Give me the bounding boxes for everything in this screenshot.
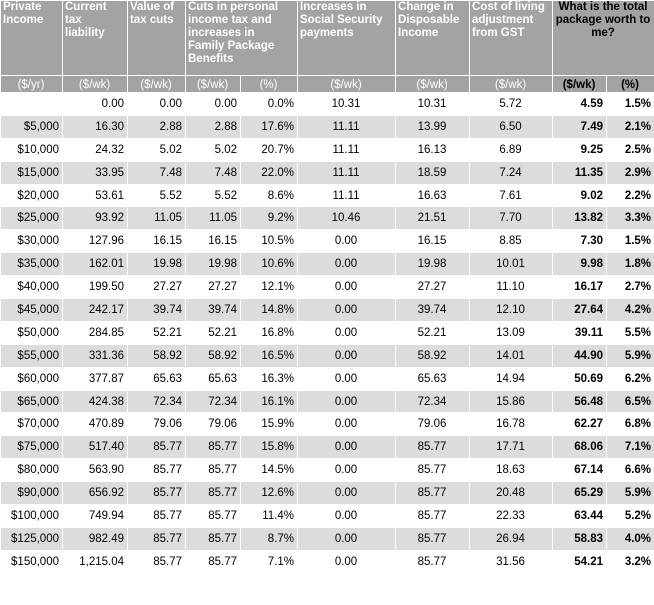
cell-cuts-wk: 11.05 bbox=[186, 207, 241, 230]
cell-total-wk: 16.17 bbox=[553, 276, 607, 299]
cell-total-pct: 4.0% bbox=[607, 527, 654, 550]
cell-value-tax-cuts: 65.63 bbox=[128, 367, 186, 390]
cell-cuts-wk: 85.77 bbox=[186, 482, 241, 505]
cell-value-tax-cuts: 58.92 bbox=[128, 344, 186, 367]
cell-cuts-pct: 8.6% bbox=[241, 184, 298, 207]
cell-value-tax-cuts: 2.88 bbox=[128, 115, 186, 138]
cell-cuts-pct: 10.6% bbox=[241, 253, 298, 276]
cell-cost-living: 8.85 bbox=[470, 230, 553, 253]
cell-change-disposable: 65.63 bbox=[396, 367, 470, 390]
cell-total-pct: 7.1% bbox=[607, 436, 654, 459]
cell-increases-ss: 0.00 bbox=[298, 321, 396, 344]
cell-value-tax-cuts: 39.74 bbox=[128, 299, 186, 322]
cell-private-income: $80,000 bbox=[1, 459, 63, 482]
cell-cost-living: 7.24 bbox=[470, 161, 553, 184]
cell-current-tax: 749.94 bbox=[63, 505, 128, 528]
cell-increases-ss: 0.00 bbox=[298, 413, 396, 436]
table-row bbox=[1, 184, 654, 207]
table-row bbox=[1, 93, 654, 116]
cell-cost-living: 12.10 bbox=[470, 299, 553, 322]
table-row bbox=[1, 161, 654, 184]
header-increases-ss: Increases in Social Security payments bbox=[298, 1, 396, 76]
cell-increases-ss: 0.00 bbox=[298, 527, 396, 550]
cell-cuts-wk: 52.21 bbox=[186, 321, 241, 344]
cell-increases-ss: 0.00 bbox=[298, 367, 396, 390]
cell-value-tax-cuts: 11.05 bbox=[128, 207, 186, 230]
cell-cost-living: 22.33 bbox=[470, 505, 553, 528]
cell-current-tax: 331.36 bbox=[63, 344, 128, 367]
cell-total-wk: 9.98 bbox=[553, 253, 607, 276]
cell-cost-living: 7.70 bbox=[470, 207, 553, 230]
cell-total-wk: 58.83 bbox=[553, 527, 607, 550]
cell-cuts-wk: 5.02 bbox=[186, 138, 241, 161]
cell-current-tax: 563.90 bbox=[63, 459, 128, 482]
unit-value-tax-cuts: ($/wk) bbox=[128, 76, 186, 93]
cell-private-income: $70,000 bbox=[1, 413, 63, 436]
cell-total-wk: 50.69 bbox=[553, 367, 607, 390]
cell-cost-living: 20.48 bbox=[470, 482, 553, 505]
cell-cuts-pct: 17.6% bbox=[241, 115, 298, 138]
cell-current-tax: 284.85 bbox=[63, 321, 128, 344]
cell-cuts-wk: 0.00 bbox=[186, 93, 241, 116]
cell-cost-living: 11.10 bbox=[470, 276, 553, 299]
cell-increases-ss: 0.00 bbox=[298, 299, 396, 322]
cell-cuts-wk: 85.77 bbox=[186, 527, 241, 550]
cell-increases-ss: 11.11 bbox=[298, 115, 396, 138]
table-row bbox=[1, 207, 654, 230]
cell-value-tax-cuts: 72.34 bbox=[128, 390, 186, 413]
cell-total-pct: 6.6% bbox=[607, 459, 654, 482]
cell-value-tax-cuts: 16.15 bbox=[128, 230, 186, 253]
cell-cuts-pct: 16.8% bbox=[241, 321, 298, 344]
cell-current-tax: 24.32 bbox=[63, 138, 128, 161]
cell-increases-ss: 0.00 bbox=[298, 230, 396, 253]
cell-private-income: $25,000 bbox=[1, 207, 63, 230]
cell-value-tax-cuts: 85.77 bbox=[128, 459, 186, 482]
unit-private-income: ($/yr) bbox=[1, 76, 63, 93]
cell-private-income: $15,000 bbox=[1, 161, 63, 184]
cell-change-disposable: 58.92 bbox=[396, 344, 470, 367]
cell-total-pct: 5.9% bbox=[607, 482, 654, 505]
cell-value-tax-cuts: 79.06 bbox=[128, 413, 186, 436]
cell-private-income: $75,000 bbox=[1, 436, 63, 459]
cell-cuts-pct: 14.5% bbox=[241, 459, 298, 482]
cell-cost-living: 14.01 bbox=[470, 344, 553, 367]
cell-cuts-wk: 85.77 bbox=[186, 459, 241, 482]
cell-cuts-pct: 12.6% bbox=[241, 482, 298, 505]
cell-increases-ss: 11.11 bbox=[298, 161, 396, 184]
cell-total-wk: 54.21 bbox=[553, 550, 607, 573]
table-row bbox=[1, 413, 654, 436]
unit-cuts-wk: ($/wk) bbox=[186, 76, 241, 93]
cell-current-tax: 0.00 bbox=[63, 93, 128, 116]
cell-total-wk: 9.02 bbox=[553, 184, 607, 207]
cell-total-pct: 6.2% bbox=[607, 367, 654, 390]
cell-cuts-wk: 85.77 bbox=[186, 550, 241, 573]
cell-cost-living: 17.71 bbox=[470, 436, 553, 459]
cell-change-disposable: 79.06 bbox=[396, 413, 470, 436]
cell-change-disposable: 39.74 bbox=[396, 299, 470, 322]
cell-increases-ss: 0.00 bbox=[298, 390, 396, 413]
cell-cuts-wk: 16.15 bbox=[186, 230, 241, 253]
cell-current-tax: 199.50 bbox=[63, 276, 128, 299]
table-row bbox=[1, 367, 654, 390]
cell-value-tax-cuts: 85.77 bbox=[128, 482, 186, 505]
cell-cost-living: 26.94 bbox=[470, 527, 553, 550]
cell-total-pct: 5.2% bbox=[607, 505, 654, 528]
unit-total-wk: ($/wk) bbox=[553, 76, 607, 93]
unit-cost-living: ($/wk) bbox=[470, 76, 553, 93]
cell-cuts-pct: 11.4% bbox=[241, 505, 298, 528]
cell-cost-living: 14.94 bbox=[470, 367, 553, 390]
cell-cuts-pct: 22.0% bbox=[241, 161, 298, 184]
cell-cuts-wk: 27.27 bbox=[186, 276, 241, 299]
cell-change-disposable: 85.77 bbox=[396, 459, 470, 482]
header-cost-living: Cost of living adjustment from GST bbox=[470, 1, 553, 76]
cell-change-disposable: 85.77 bbox=[396, 436, 470, 459]
cell-value-tax-cuts: 85.77 bbox=[128, 550, 186, 573]
cell-value-tax-cuts: 19.98 bbox=[128, 253, 186, 276]
cell-change-disposable: 13.99 bbox=[396, 115, 470, 138]
cell-current-tax: 16.30 bbox=[63, 115, 128, 138]
header-current-tax: Current tax liability bbox=[63, 1, 128, 76]
table-body bbox=[1, 93, 654, 574]
cell-total-pct: 4.2% bbox=[607, 299, 654, 322]
cell-total-wk: 39.11 bbox=[553, 321, 607, 344]
table-row bbox=[1, 276, 654, 299]
cell-increases-ss: 11.11 bbox=[298, 138, 396, 161]
cell-private-income: $10,000 bbox=[1, 138, 63, 161]
cell-cost-living: 6.89 bbox=[470, 138, 553, 161]
cell-total-pct: 1.5% bbox=[607, 93, 654, 116]
cell-cuts-wk: 85.77 bbox=[186, 505, 241, 528]
cell-value-tax-cuts: 27.27 bbox=[128, 276, 186, 299]
cell-private-income: $90,000 bbox=[1, 482, 63, 505]
table-row bbox=[1, 138, 654, 161]
cell-current-tax: 127.96 bbox=[63, 230, 128, 253]
table-row bbox=[1, 115, 654, 138]
header-change-disposable: Change in Disposable Income bbox=[396, 1, 470, 76]
cell-current-tax: 1,215.04 bbox=[63, 550, 128, 573]
unit-increases-ss: ($/wk) bbox=[298, 76, 396, 93]
cell-total-wk: 65.29 bbox=[553, 482, 607, 505]
cell-private-income: $100,000 bbox=[1, 505, 63, 528]
header-cuts-personal: Cuts in personal income tax and increases in Family Package Benefits bbox=[186, 1, 298, 76]
cell-total-pct: 1.8% bbox=[607, 253, 654, 276]
cell-value-tax-cuts: 85.77 bbox=[128, 527, 186, 550]
cell-cost-living: 6.50 bbox=[470, 115, 553, 138]
cell-current-tax: 162.01 bbox=[63, 253, 128, 276]
header-total-package: What is the total package worth to me? bbox=[553, 1, 654, 76]
cell-change-disposable: 10.31 bbox=[396, 93, 470, 116]
cell-change-disposable: 85.77 bbox=[396, 527, 470, 550]
cell-cuts-wk: 39.74 bbox=[186, 299, 241, 322]
cell-total-wk: 11.35 bbox=[553, 161, 607, 184]
cell-change-disposable: 85.77 bbox=[396, 482, 470, 505]
table-row bbox=[1, 321, 654, 344]
cell-change-disposable: 16.15 bbox=[396, 230, 470, 253]
cell-private-income bbox=[1, 93, 63, 116]
cell-cuts-pct: 8.7% bbox=[241, 527, 298, 550]
cell-cuts-wk: 19.98 bbox=[186, 253, 241, 276]
header-value-tax-cuts: Value of tax cuts bbox=[128, 1, 186, 76]
cell-change-disposable: 18.59 bbox=[396, 161, 470, 184]
table-row bbox=[1, 550, 654, 573]
cell-total-pct: 6.8% bbox=[607, 413, 654, 436]
cell-cost-living: 31.56 bbox=[470, 550, 553, 573]
cell-total-wk: 7.30 bbox=[553, 230, 607, 253]
cell-cuts-pct: 14.8% bbox=[241, 299, 298, 322]
cell-increases-ss: 0.00 bbox=[298, 436, 396, 459]
cell-cuts-wk: 7.48 bbox=[186, 161, 241, 184]
cell-cuts-pct: 16.1% bbox=[241, 390, 298, 413]
table-row bbox=[1, 482, 654, 505]
cell-increases-ss: 11.11 bbox=[298, 184, 396, 207]
cell-cost-living: 15.86 bbox=[470, 390, 553, 413]
cell-current-tax: 470.89 bbox=[63, 413, 128, 436]
cell-value-tax-cuts: 5.52 bbox=[128, 184, 186, 207]
cell-total-wk: 7.49 bbox=[553, 115, 607, 138]
cell-private-income: $125,000 bbox=[1, 527, 63, 550]
cell-cost-living: 10.01 bbox=[470, 253, 553, 276]
cell-cuts-wk: 2.88 bbox=[186, 115, 241, 138]
cell-total-pct: 2.5% bbox=[607, 138, 654, 161]
cell-increases-ss: 0.00 bbox=[298, 505, 396, 528]
cell-value-tax-cuts: 85.77 bbox=[128, 505, 186, 528]
cell-change-disposable: 27.27 bbox=[396, 276, 470, 299]
cell-private-income: $40,000 bbox=[1, 276, 63, 299]
cell-cost-living: 16.78 bbox=[470, 413, 553, 436]
cell-change-disposable: 16.63 bbox=[396, 184, 470, 207]
cell-private-income: $30,000 bbox=[1, 230, 63, 253]
cell-current-tax: 33.95 bbox=[63, 161, 128, 184]
cell-private-income: $20,000 bbox=[1, 184, 63, 207]
cell-total-pct: 2.2% bbox=[607, 184, 654, 207]
cell-private-income: $5,000 bbox=[1, 115, 63, 138]
cell-cost-living: 5.72 bbox=[470, 93, 553, 116]
cell-increases-ss: 0.00 bbox=[298, 253, 396, 276]
cell-current-tax: 377.87 bbox=[63, 367, 128, 390]
cell-private-income: $65,000 bbox=[1, 390, 63, 413]
cell-cuts-wk: 79.06 bbox=[186, 413, 241, 436]
cell-private-income: $60,000 bbox=[1, 367, 63, 390]
cell-value-tax-cuts: 5.02 bbox=[128, 138, 186, 161]
cell-total-wk: 27.64 bbox=[553, 299, 607, 322]
table-row bbox=[1, 527, 654, 550]
cell-change-disposable: 19.98 bbox=[396, 253, 470, 276]
cell-cuts-wk: 5.52 bbox=[186, 184, 241, 207]
cell-change-disposable: 85.77 bbox=[396, 505, 470, 528]
table-row bbox=[1, 253, 654, 276]
cell-cost-living: 18.63 bbox=[470, 459, 553, 482]
cell-cuts-pct: 7.1% bbox=[241, 550, 298, 573]
cell-total-wk: 13.82 bbox=[553, 207, 607, 230]
table-row bbox=[1, 299, 654, 322]
unit-current-tax: ($/wk) bbox=[63, 76, 128, 93]
table-row bbox=[1, 436, 654, 459]
cell-total-pct: 3.3% bbox=[607, 207, 654, 230]
header-private-income: Private Income bbox=[1, 1, 63, 76]
cell-cuts-pct: 20.7% bbox=[241, 138, 298, 161]
cell-increases-ss: 0.00 bbox=[298, 459, 396, 482]
cell-cuts-pct: 15.8% bbox=[241, 436, 298, 459]
cell-total-wk: 62.27 bbox=[553, 413, 607, 436]
cell-total-wk: 44.90 bbox=[553, 344, 607, 367]
cell-cuts-pct: 0.0% bbox=[241, 93, 298, 116]
cell-cuts-wk: 58.92 bbox=[186, 344, 241, 367]
cell-total-pct: 5.5% bbox=[607, 321, 654, 344]
cell-change-disposable: 21.51 bbox=[396, 207, 470, 230]
cell-cost-living: 7.61 bbox=[470, 184, 553, 207]
cell-increases-ss: 0.00 bbox=[298, 276, 396, 299]
cell-cuts-wk: 85.77 bbox=[186, 436, 241, 459]
cell-value-tax-cuts: 0.00 bbox=[128, 93, 186, 116]
cell-current-tax: 517.40 bbox=[63, 436, 128, 459]
cell-current-tax: 656.92 bbox=[63, 482, 128, 505]
table-row bbox=[1, 390, 654, 413]
cell-change-disposable: 85.77 bbox=[396, 550, 470, 573]
cell-total-pct: 6.5% bbox=[607, 390, 654, 413]
cell-current-tax: 424.38 bbox=[63, 390, 128, 413]
unit-change-disposable: ($/wk) bbox=[396, 76, 470, 93]
cell-cuts-wk: 72.34 bbox=[186, 390, 241, 413]
cell-total-wk: 63.44 bbox=[553, 505, 607, 528]
cell-private-income: $50,000 bbox=[1, 321, 63, 344]
cell-value-tax-cuts: 52.21 bbox=[128, 321, 186, 344]
cell-value-tax-cuts: 85.77 bbox=[128, 436, 186, 459]
cell-cuts-pct: 16.5% bbox=[241, 344, 298, 367]
cell-cuts-pct: 15.9% bbox=[241, 413, 298, 436]
cell-cuts-pct: 12.1% bbox=[241, 276, 298, 299]
cell-current-tax: 982.49 bbox=[63, 527, 128, 550]
cell-current-tax: 242.17 bbox=[63, 299, 128, 322]
cell-cuts-pct: 10.5% bbox=[241, 230, 298, 253]
cell-total-pct: 2.7% bbox=[607, 276, 654, 299]
cell-total-pct: 5.9% bbox=[607, 344, 654, 367]
table-row bbox=[1, 505, 654, 528]
cell-current-tax: 93.92 bbox=[63, 207, 128, 230]
cell-cuts-wk: 65.63 bbox=[186, 367, 241, 390]
cell-total-wk: 68.06 bbox=[553, 436, 607, 459]
cell-cuts-pct: 16.3% bbox=[241, 367, 298, 390]
cell-value-tax-cuts: 7.48 bbox=[128, 161, 186, 184]
cell-change-disposable: 16.13 bbox=[396, 138, 470, 161]
cell-total-pct: 3.2% bbox=[607, 550, 654, 573]
cell-total-wk: 9.25 bbox=[553, 138, 607, 161]
cell-change-disposable: 72.34 bbox=[396, 390, 470, 413]
cell-private-income: $45,000 bbox=[1, 299, 63, 322]
cell-change-disposable: 52.21 bbox=[396, 321, 470, 344]
cell-total-wk: 67.14 bbox=[553, 459, 607, 482]
cell-increases-ss: 10.31 bbox=[298, 93, 396, 116]
cell-private-income: $55,000 bbox=[1, 344, 63, 367]
cell-total-pct: 2.9% bbox=[607, 161, 654, 184]
cell-private-income: $35,000 bbox=[1, 253, 63, 276]
cell-total-wk: 4.59 bbox=[553, 93, 607, 116]
unit-total-pct: (%) bbox=[607, 76, 654, 93]
table-row bbox=[1, 344, 654, 367]
cell-increases-ss: 10.46 bbox=[298, 207, 396, 230]
cell-total-wk: 56.48 bbox=[553, 390, 607, 413]
cell-increases-ss: 0.00 bbox=[298, 550, 396, 573]
cell-private-income: $150,000 bbox=[1, 550, 63, 573]
cell-total-pct: 2.1% bbox=[607, 115, 654, 138]
cell-total-pct: 1.5% bbox=[607, 230, 654, 253]
cell-cuts-pct: 9.2% bbox=[241, 207, 298, 230]
cell-current-tax: 53.61 bbox=[63, 184, 128, 207]
cell-cost-living: 13.09 bbox=[470, 321, 553, 344]
unit-cuts-pct: (%) bbox=[241, 76, 298, 93]
cell-increases-ss: 0.00 bbox=[298, 482, 396, 505]
table-row bbox=[1, 459, 654, 482]
cell-increases-ss: 0.00 bbox=[298, 344, 396, 367]
table-row bbox=[1, 230, 654, 253]
